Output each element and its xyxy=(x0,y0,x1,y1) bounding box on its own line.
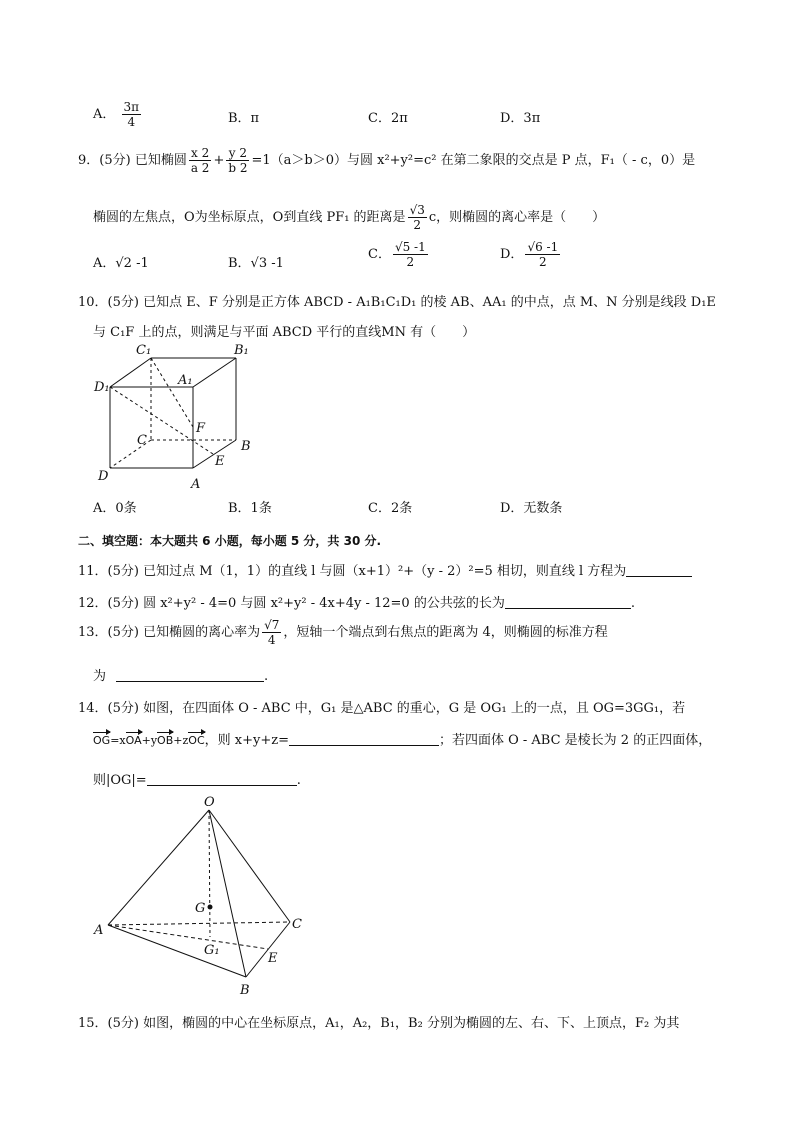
edge-b-c xyxy=(246,922,290,977)
label-b1: B₁ xyxy=(234,343,249,358)
label-g: G xyxy=(195,901,206,916)
q11-answer-blank[interactable] xyxy=(626,564,692,577)
q14-sum-blank[interactable] xyxy=(289,733,439,746)
edge-c1-d1 xyxy=(110,358,151,387)
q14-length-blank[interactable] xyxy=(147,773,297,786)
cube-figure xyxy=(90,340,280,492)
section-fill-in-title: 二、填空题：本大题共 6 小题，每小题 5 分，共 30 分. xyxy=(78,534,382,548)
q13-line2: 为 . xyxy=(93,669,269,684)
q14-line1: 14．(5分) 如图，在四面体 O - ABC 中，G₁ 是△ABC 的重心，G 是 OG₁ 上的一点，且 OG=3GG₁，若 xyxy=(78,701,686,716)
q9-line2: 椭圆的左焦点，O为坐标原点，O到直线 PF₁ 的距离是 $\frac{√3}{2}$ c，则椭圆的离心率是（ ） xyxy=(93,203,606,232)
edge-a-c xyxy=(108,922,290,925)
label-c: C xyxy=(137,433,147,448)
edge-b1-a1 xyxy=(193,358,236,387)
label-f: F xyxy=(196,421,206,436)
q10-option-b: B．1条 xyxy=(228,501,272,516)
label-d1: D₁ xyxy=(94,380,110,395)
q10-option-a: A．0条 xyxy=(93,501,137,516)
q9-option-b: B．√3 -1 xyxy=(228,256,284,271)
q14-line3: 则|OG|= . xyxy=(93,773,301,788)
label-c: C xyxy=(292,917,302,932)
label-b: B xyxy=(240,983,250,998)
label-a1: A₁ xyxy=(178,373,193,388)
q9-line1: 9．(5分) 已知椭圆 $\frac{x 2}{a 2}$ + $\frac{y 2}{b 2}$ =1（a＞b＞0）与圆 x²+y²=c² 在第二象限的交点是 P 点，F₁（ - c，0）是 xyxy=(78,146,696,175)
q8-option-b: B．π xyxy=(228,111,260,126)
line-c1-f xyxy=(151,358,193,427)
edge-o-a xyxy=(108,810,209,925)
label-e: E xyxy=(215,454,225,469)
label-d: D xyxy=(98,469,109,484)
q10-line1: 10．(5分) 已知点 E、F 分别是正方体 ABCD - A₁B₁C₁D₁ 的棱 AB、AA₁ 的中点，点 M、N 分别是线段 D₁E xyxy=(78,295,716,310)
q9-option-c: C． $\frac{√5 -1}{2}$ xyxy=(368,240,426,269)
q11: 11．(5分) 已知过点 M（1，1）的直线 l 与圆（x+1）²+（y - 2）²=5 相切，则直线 l 方程为 xyxy=(78,560,692,579)
tetrahedron-figure xyxy=(90,792,320,1000)
q15-line1: 15．(5分) 如图，椭圆的中心在坐标原点，A₁，A₂，B₁，B₂ 分别为椭圆的左、右、下、上顶点，F₂ 为其 xyxy=(78,1016,680,1031)
median-a-e xyxy=(108,925,268,949)
q12-answer-blank[interactable] xyxy=(505,596,631,609)
q12: 12．(5分) 圆 x²+y² - 4=0 与圆 x²+y² - 4x+4y - 12=0 的公共弦的长为 . xyxy=(78,596,635,611)
label-e: E xyxy=(268,951,278,966)
q13-answer-blank[interactable] xyxy=(116,669,264,682)
q8-option-c: C．2π xyxy=(368,111,408,126)
edge-a-b xyxy=(108,925,246,977)
line-o-g1 xyxy=(209,810,210,937)
q8-option-a: A． $\frac{3\pi}{4}$ xyxy=(93,100,140,129)
q8-option-d: D．3π xyxy=(500,111,541,126)
label-g1: G₁ xyxy=(204,943,220,958)
q14-line2: OG=xOA+yOB+zOC，则 x+y+z= ；若四面体 O - ABC 是棱长为 2 的正四面体， xyxy=(93,729,711,748)
label-a: A xyxy=(94,923,104,938)
q10-option-d: D．无数条 xyxy=(500,501,563,516)
label-o: O xyxy=(204,795,215,810)
label-a: A xyxy=(191,477,201,492)
q9-option-a: A．√2 -1 xyxy=(93,256,149,271)
q9-option-d: D． $\frac{√6 -1}{2}$ xyxy=(500,240,559,269)
label-c1: C₁ xyxy=(136,343,152,358)
q10-line2: 与 C₁F 上的点，则满足与平面 ABCD 平行的直线MN 有（ ） xyxy=(93,325,476,340)
q13-line1: 13．(5分) 已知椭圆的离心率为 $\frac{√7}{4}$ ，短轴一个端点到右焦点的距离为 4，则椭圆的标准方程 xyxy=(78,618,608,647)
point-g xyxy=(208,905,213,910)
label-b: B xyxy=(241,439,251,454)
q10-option-c: C．2条 xyxy=(368,501,413,516)
